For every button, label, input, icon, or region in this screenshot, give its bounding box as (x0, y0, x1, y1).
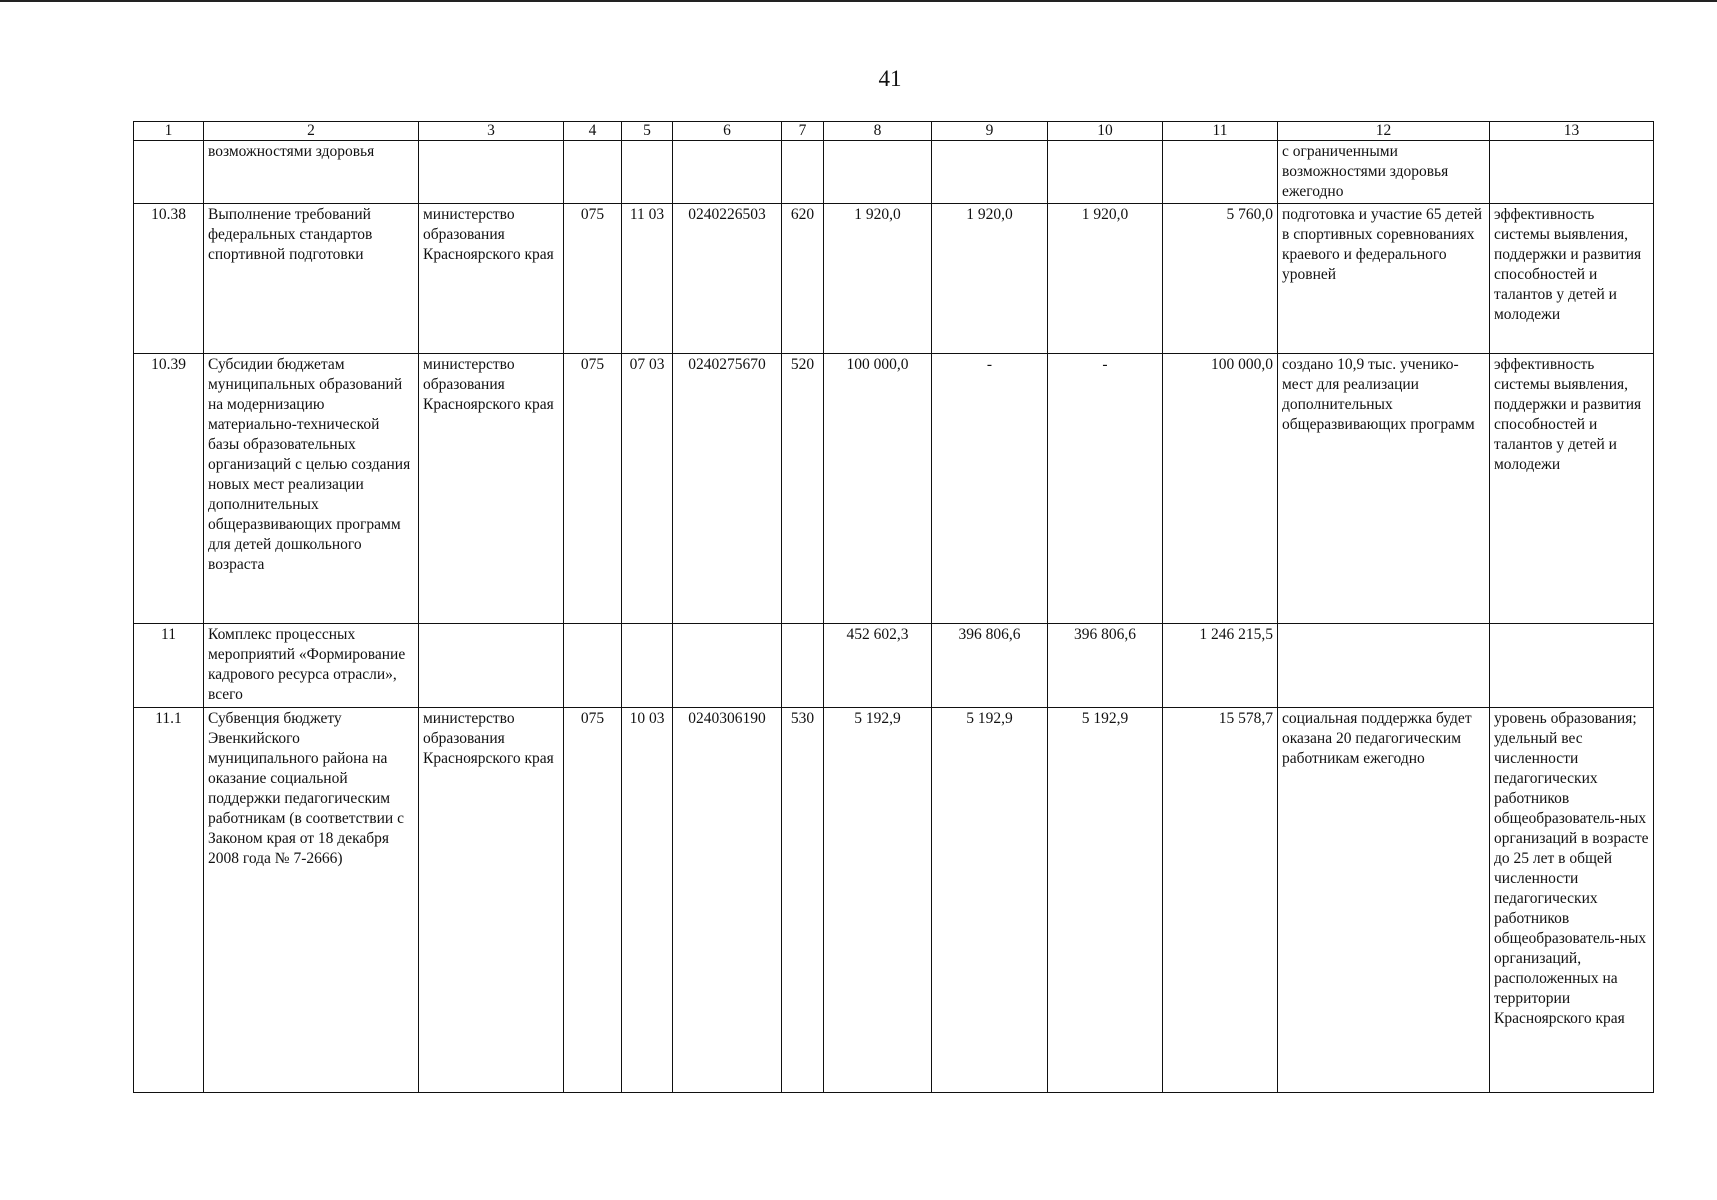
table-cell: 11 03 (622, 204, 673, 354)
table-cell (932, 141, 1048, 204)
table-row (134, 141, 1654, 204)
table-row (134, 354, 1654, 624)
column-header: 11 (1163, 122, 1278, 141)
table-row (134, 708, 1654, 1093)
table-cell (1490, 624, 1654, 708)
table-cell (419, 624, 564, 708)
table-cell (1278, 624, 1490, 708)
table-cell: 11.1 (134, 708, 204, 1093)
table-cell: 075 (564, 354, 622, 624)
table-cell: Комплекс процессных мероприятий «Формирование кадрового ресурса отрасли», всего (204, 624, 419, 708)
column-number-header (134, 122, 1654, 141)
column-header: 5 (622, 122, 673, 141)
table-cell: 396 806,6 (1048, 624, 1163, 708)
table-cell: эффективность системы выявления, поддержки и развития способностей и талантов у детей и молодежи (1490, 204, 1654, 354)
table-cell (134, 141, 204, 204)
table-cell: 1 920,0 (824, 204, 932, 354)
table-cell: 100 000,0 (1163, 354, 1278, 624)
table-cell (782, 624, 824, 708)
table-cell: - (1048, 354, 1163, 624)
budget-table (133, 121, 1654, 1093)
table-row (134, 204, 1654, 354)
table-cell: 452 602,3 (824, 624, 932, 708)
table-cell: 0240226503 (673, 204, 782, 354)
table-cell (673, 624, 782, 708)
table-cell: уровень образования; удельный вес численности педагогических работников общеобразователь-ных организаций в возрасте до 25 лет в общей численности педагогических работников общеобразователь-ных организаций, расположенных на территории Красноярского края (1490, 708, 1654, 1093)
table-cell: 075 (564, 204, 622, 354)
table-cell: 396 806,6 (932, 624, 1048, 708)
column-header: 12 (1278, 122, 1490, 141)
table-cell: 5 192,9 (932, 708, 1048, 1093)
table-cell: 15 578,7 (1163, 708, 1278, 1093)
table-cell (673, 141, 782, 204)
table-cell: - (932, 354, 1048, 624)
top-border-line (0, 0, 1717, 2)
table-cell: 5 192,9 (1048, 708, 1163, 1093)
table-cell (622, 141, 673, 204)
column-header: 9 (932, 122, 1048, 141)
column-header: 8 (824, 122, 932, 141)
table-cell (1048, 141, 1163, 204)
table-cell: социальная поддержка будет оказана 20 педагогическим работникам ежегодно (1278, 708, 1490, 1093)
table-cell (622, 624, 673, 708)
column-header: 13 (1490, 122, 1654, 141)
table-cell: Выполнение требований федеральных стандартов спортивной подготовки (204, 204, 419, 354)
table-cell: 520 (782, 354, 824, 624)
table-cell: 1 920,0 (932, 204, 1048, 354)
column-header: 7 (782, 122, 824, 141)
table-cell (564, 141, 622, 204)
table-cell: 5 192,9 (824, 708, 932, 1093)
column-header: 10 (1048, 122, 1163, 141)
table-cell: 0240275670 (673, 354, 782, 624)
table-cell: 075 (564, 708, 622, 1093)
column-header: 6 (673, 122, 782, 141)
table-cell: 530 (782, 708, 824, 1093)
table-cell: министерство образования Красноярского края (419, 708, 564, 1093)
page-number: 41 (878, 66, 902, 91)
table-cell: 0240306190 (673, 708, 782, 1093)
table-cell: 5 760,0 (1163, 204, 1278, 354)
column-header: 4 (564, 122, 622, 141)
table-cell: подготовка и участие 65 детей в спортивных соревнованиях краевого и федерального уровней (1278, 204, 1490, 354)
table-cell (782, 141, 824, 204)
table-cell: 100 000,0 (824, 354, 932, 624)
table-cell: Субсидии бюджетам муниципальных образований на модернизацию материально-технической базы образовательных организаций с целью создания новых мест реализации дополнительных общеразвивающих программ для детей дошкольного возраста (204, 354, 419, 624)
column-header: 3 (419, 122, 564, 141)
table-cell: 1 920,0 (1048, 204, 1163, 354)
table-row (134, 624, 1654, 708)
table-cell: Субвенция бюджету Эвенкийского муниципального района на оказание социальной поддержки педагогическим работникам (в соответствии с Законом края от 18 декабря 2008 года № 7-2666) (204, 708, 419, 1093)
table-cell: возможностями здоровья (204, 141, 419, 204)
table-cell (824, 141, 932, 204)
table-cell: министерство образования Красноярского края (419, 204, 564, 354)
table-cell: с ограниченными возможностями здоровья ежегодно (1278, 141, 1490, 204)
table-cell: эффективность системы выявления, поддержки и развития способностей и талантов у детей и молодежи (1490, 354, 1654, 624)
table-cell (419, 141, 564, 204)
table-cell: 1 246 215,5 (1163, 624, 1278, 708)
table-cell: 620 (782, 204, 824, 354)
table-cell: 10.38 (134, 204, 204, 354)
table-cell: 10 03 (622, 708, 673, 1093)
table-cell (1163, 141, 1278, 204)
table-cell: 10.39 (134, 354, 204, 624)
table-cell: министерство образования Красноярского края (419, 354, 564, 624)
table-cell: 07 03 (622, 354, 673, 624)
table-cell: создано 10,9 тыс. ученико-мест для реализации дополнительных общеразвивающих программ (1278, 354, 1490, 624)
column-header: 1 (134, 122, 204, 141)
table-cell: 11 (134, 624, 204, 708)
table-cell (1490, 141, 1654, 204)
table-cell (564, 624, 622, 708)
column-header: 2 (204, 122, 419, 141)
